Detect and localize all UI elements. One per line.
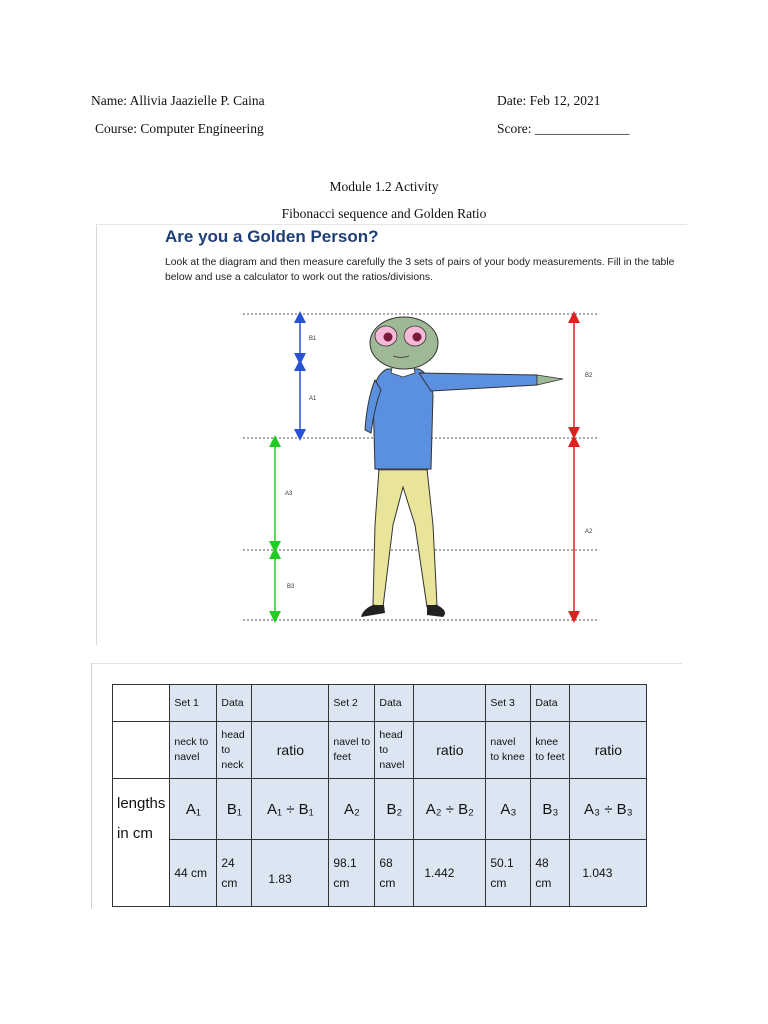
table-row [113,685,647,722]
label-a3: A3 [285,491,293,497]
table-row [113,779,647,840]
body-measurement-diagram [97,225,687,645]
ratio-header-3: ratio [570,722,647,779]
symbol-ratio-2: A₂ ÷ B₂ [414,779,486,840]
value-b1: 24 cm [217,840,252,907]
set2-data-header: Data [375,685,414,722]
symbol-b1: B₁ [217,779,252,840]
date-field: Date: Feb 12, 2021 [497,93,601,108]
topic-title: Fibonacci sequence and Golden Ratio [281,206,487,221]
symbol-ratio-1: A₁ ÷ B₁ [252,779,329,840]
set2-header: Set 2 [329,685,375,722]
set3-header: Set 3 [486,685,531,722]
value-ratio-2: 1.442 [414,840,486,907]
activity-heading: Are you a Golden Person? [165,227,379,246]
label-a2: A2 [585,529,593,535]
symbol-a2: A₂ [329,779,375,840]
label-b2: B2 [585,373,593,379]
value-a3: 50.1 cm [486,840,531,907]
row-label-lengths: lengths in cm [113,779,170,907]
value-b3: 48 cm [531,840,570,907]
ratio-header-1: ratio [252,722,329,779]
course-field: Course: Computer Engineering [95,121,264,136]
symbol-b3: B₃ [531,779,570,840]
symbol-b2: B₂ [375,779,414,840]
module-title: Module 1.2 Activity [329,179,439,194]
label-a1: A1 [309,396,317,402]
value-a1: 44 cm [170,840,217,907]
desc-head-to-neck: head to neck [217,722,252,779]
measurement-table [112,684,647,907]
student-name: Name: Allivia Jaazielle P. Caina [91,93,265,108]
desc-knee-to-feet: knee to feet [531,722,570,779]
golden-person-activity-image [96,224,687,645]
activity-instructions: Look at the diagram and then measure carefully the 3 sets of pairs of your body measurements. Fill in the table below and use a calculator to work out the ratios/divisions. [165,257,675,283]
value-a2: 98.1 cm [329,840,375,907]
desc-head-to-navel: head to navel [375,722,414,779]
set1-header: Set 1 [170,685,217,722]
table-row [113,722,647,779]
desc-neck-to-navel: neck to navel [170,722,217,779]
person-figure [361,317,563,617]
score-field: Score: ______________ [497,121,630,136]
value-b2: 68 cm [375,840,414,907]
table-row [113,840,647,907]
desc-navel-to-feet: navel to feet [329,722,375,779]
ratio-header-2: ratio [414,722,486,779]
set3-data-header: Data [531,685,570,722]
value-ratio-1: 1.83 [252,840,329,907]
symbol-a3: A₃ [486,779,531,840]
measurement-table-image [91,663,682,909]
set1-data-header: Data [217,685,252,722]
value-ratio-3: 1.043 [570,840,647,907]
label-b1: B1 [309,336,317,342]
symbol-ratio-3: A₃ ÷ B₃ [570,779,647,840]
symbol-a1: A₁ [170,779,217,840]
desc-navel-to-knee: navel to knee [486,722,531,779]
label-b3: B3 [287,584,295,590]
